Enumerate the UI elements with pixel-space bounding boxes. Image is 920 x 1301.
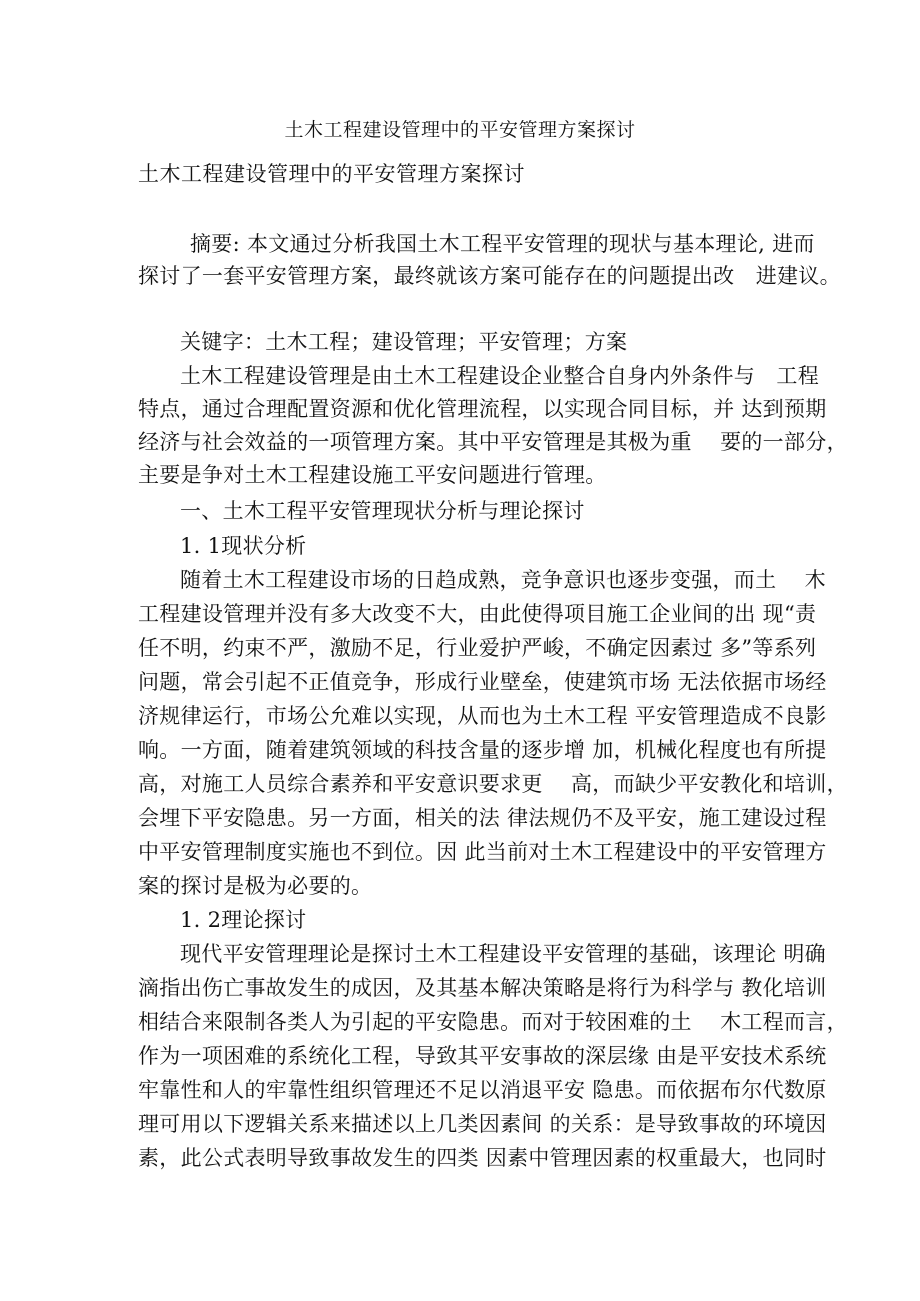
paragraph-line: 特点，通过合理配置资源和优化管理流程，以实现合同目标，并 达到预期 [138,397,827,421]
paragraph-line: 案的探讨是极为必要的。 [138,874,373,898]
keywords-line: 关键字：土木工程；建设管理；平安管理；方案 [180,330,628,354]
paragraph-line: 响。一方面，随着建筑领域的科技含量的逐步增 加，机械化程度也有所提 [138,738,827,762]
paragraph-line: 工程建设管理并没有多大改变不大，由此使得项目施工企业间的出 现“责 [138,602,817,626]
paragraph-line: 主要是争对土木工程建设施工平安问题进行管理。 [138,463,607,487]
paragraph-line: 现代平安管理理论是探讨土木工程建设平安管理的基础，该理论 明确 [180,942,826,966]
paragraph-line: 中平安管理制度实施也不到位。因 此当前对土木工程建设中的平安管理方 [138,840,827,864]
subsection-heading: 1. 2理论探讨 [180,908,307,932]
abstract-line: 摘要: 本文通过分析我国土木工程平安管理的现状与基本理论, 进而 [190,232,815,256]
paragraph-line: 会埋下平安隐患。另一方面，相关的法 律法规仍不及平安，施工建设过程 [138,806,827,830]
paragraph-line: 相结合来限制各类人为引起的平安隐患。而对于较困难的土 木工程而言， [138,1010,848,1034]
paragraph-line: 土木工程建设管理是由土木工程建设企业整合自身内外条件与 工程 [180,364,819,388]
paragraph-line: 滴指出伤亡事故发生的成因，及其基本解决策略是将行为科学与 教化培训 [138,976,827,1000]
paragraph-line: 高，对施工人员综合素养和平安意识要求更 高，而缺少平安教化和培训， [138,772,848,796]
paragraph-line: 作为一项困难的系统化工程，导致其平安事故的深层缘 由是平安技术系统 [138,1044,827,1068]
document-subtitle: 土木工程建设管理中的平安管理方案探讨 [138,162,525,186]
paragraph-line: 问题，常会引起不正值竞争，形成行业壁垒，使建筑市场 无法依据市场经 [138,670,827,694]
section-heading: 一、土木工程平安管理现状分析与理论探讨 [180,499,585,523]
subsection-heading: 1. 1现状分析 [180,534,307,558]
document-title: 土木工程建设管理中的平安管理方案探讨 [284,119,636,141]
paragraph-line: 经济与社会效益的一项管理方案。其中平安管理是其极为重 要的一部分， [138,430,848,454]
abstract-line: 探讨了一套平安管理方案，最终就该方案可能存在的问题提出改 进建议。 [138,264,841,288]
paragraph-line: 理可用以下逻辑关系来描述以上几类因素间 的关系：是导致事故的环境因 [138,1112,827,1136]
paragraph-line: 素，此公式表明导致事故发生的四类 因素中管理因素的权重最大，也同时 [138,1146,827,1170]
paragraph-line: 牢靠性和人的牢靠性组织管理还不足以消退平安 隐患。而依据布尔代数原 [138,1078,827,1102]
paragraph-line: 济规律运行，市场公允难以实现，从而也为土木工程 平安管理造成不良影 [138,704,827,728]
paragraph-line: 随着土木工程建设市场的日趋成熟，竞争意识也逐步变强，而土 木 [180,568,826,592]
paragraph-line: 任不明，约束不严，激励不足，行业爱护严峻，不确定因素过 多”等系列 [138,636,817,660]
